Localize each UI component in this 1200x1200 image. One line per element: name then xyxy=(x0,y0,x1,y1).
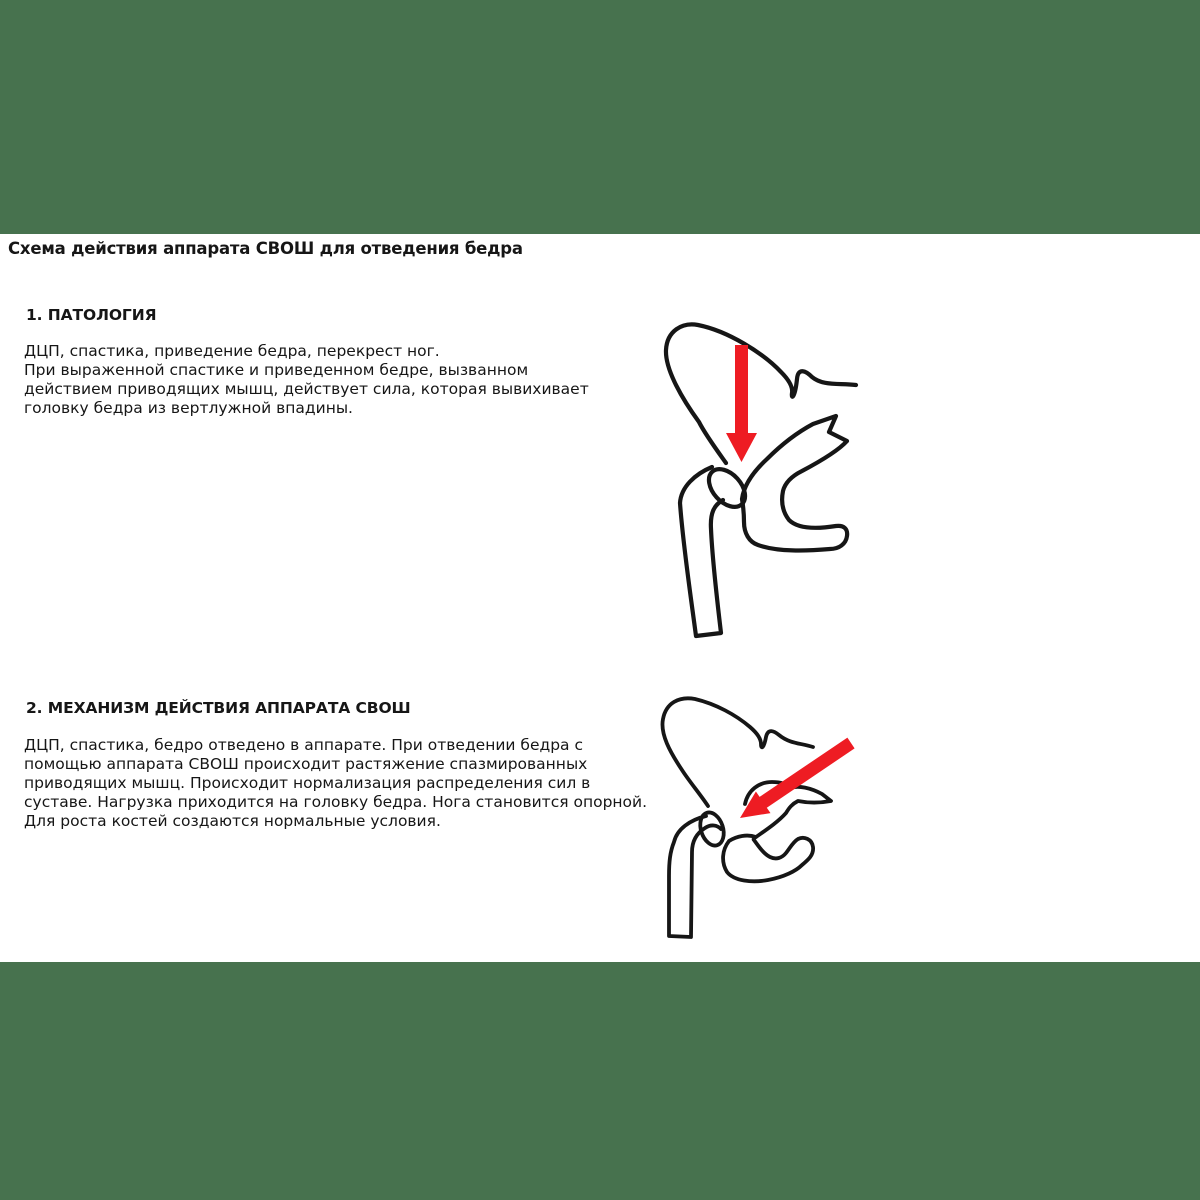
figure-mechanism-hip-drawing xyxy=(650,690,880,946)
ischium-pubis-outline xyxy=(742,416,847,550)
femur-outline xyxy=(680,467,723,636)
page-title: Схема действия аппарата СВОШ для отведения бедра xyxy=(8,239,523,258)
section-1-line-1: ДЦП, спастика, приведение бедра, перекрест ног. xyxy=(24,342,440,360)
femoral-head xyxy=(696,809,727,848)
downward-force-arrow-icon xyxy=(726,345,757,462)
top-green-band xyxy=(0,0,1200,234)
section-2-text: ДЦП, спастика, бедро отведено в аппарате. При отведении бедра с помощью аппарата СВОШ происходит растяжение спазмированных приводящих мышц. Происходит нормализация распределения сил в суставе. Нагрузка приходится на головку бедра. Нога становится опорной. Для роста костей создаются нормальные условия. xyxy=(24,736,648,830)
section-2-heading: 2. МЕХАНИЗМ ДЕЙСТВИЯ АППАРАТА СВОШ xyxy=(26,699,411,717)
diagonal-load-arrow-icon xyxy=(740,738,855,818)
section-1-paragraph xyxy=(24,342,602,418)
section-2-paragraph xyxy=(24,736,658,831)
bottom-green-band xyxy=(0,962,1200,1200)
figure-pathology-hip-drawing xyxy=(650,315,870,645)
section-1-text: При выраженной спастике и приведенном бедре, вызванном действием приводящих мышц, действует сила, которая вывихивает головку бедра из вертлужной впадины. xyxy=(24,361,589,417)
femur-outline xyxy=(669,816,721,937)
section-1-heading: 1. ПАТОЛОГИЯ xyxy=(26,306,157,324)
iliac-wing-outline xyxy=(666,324,856,463)
